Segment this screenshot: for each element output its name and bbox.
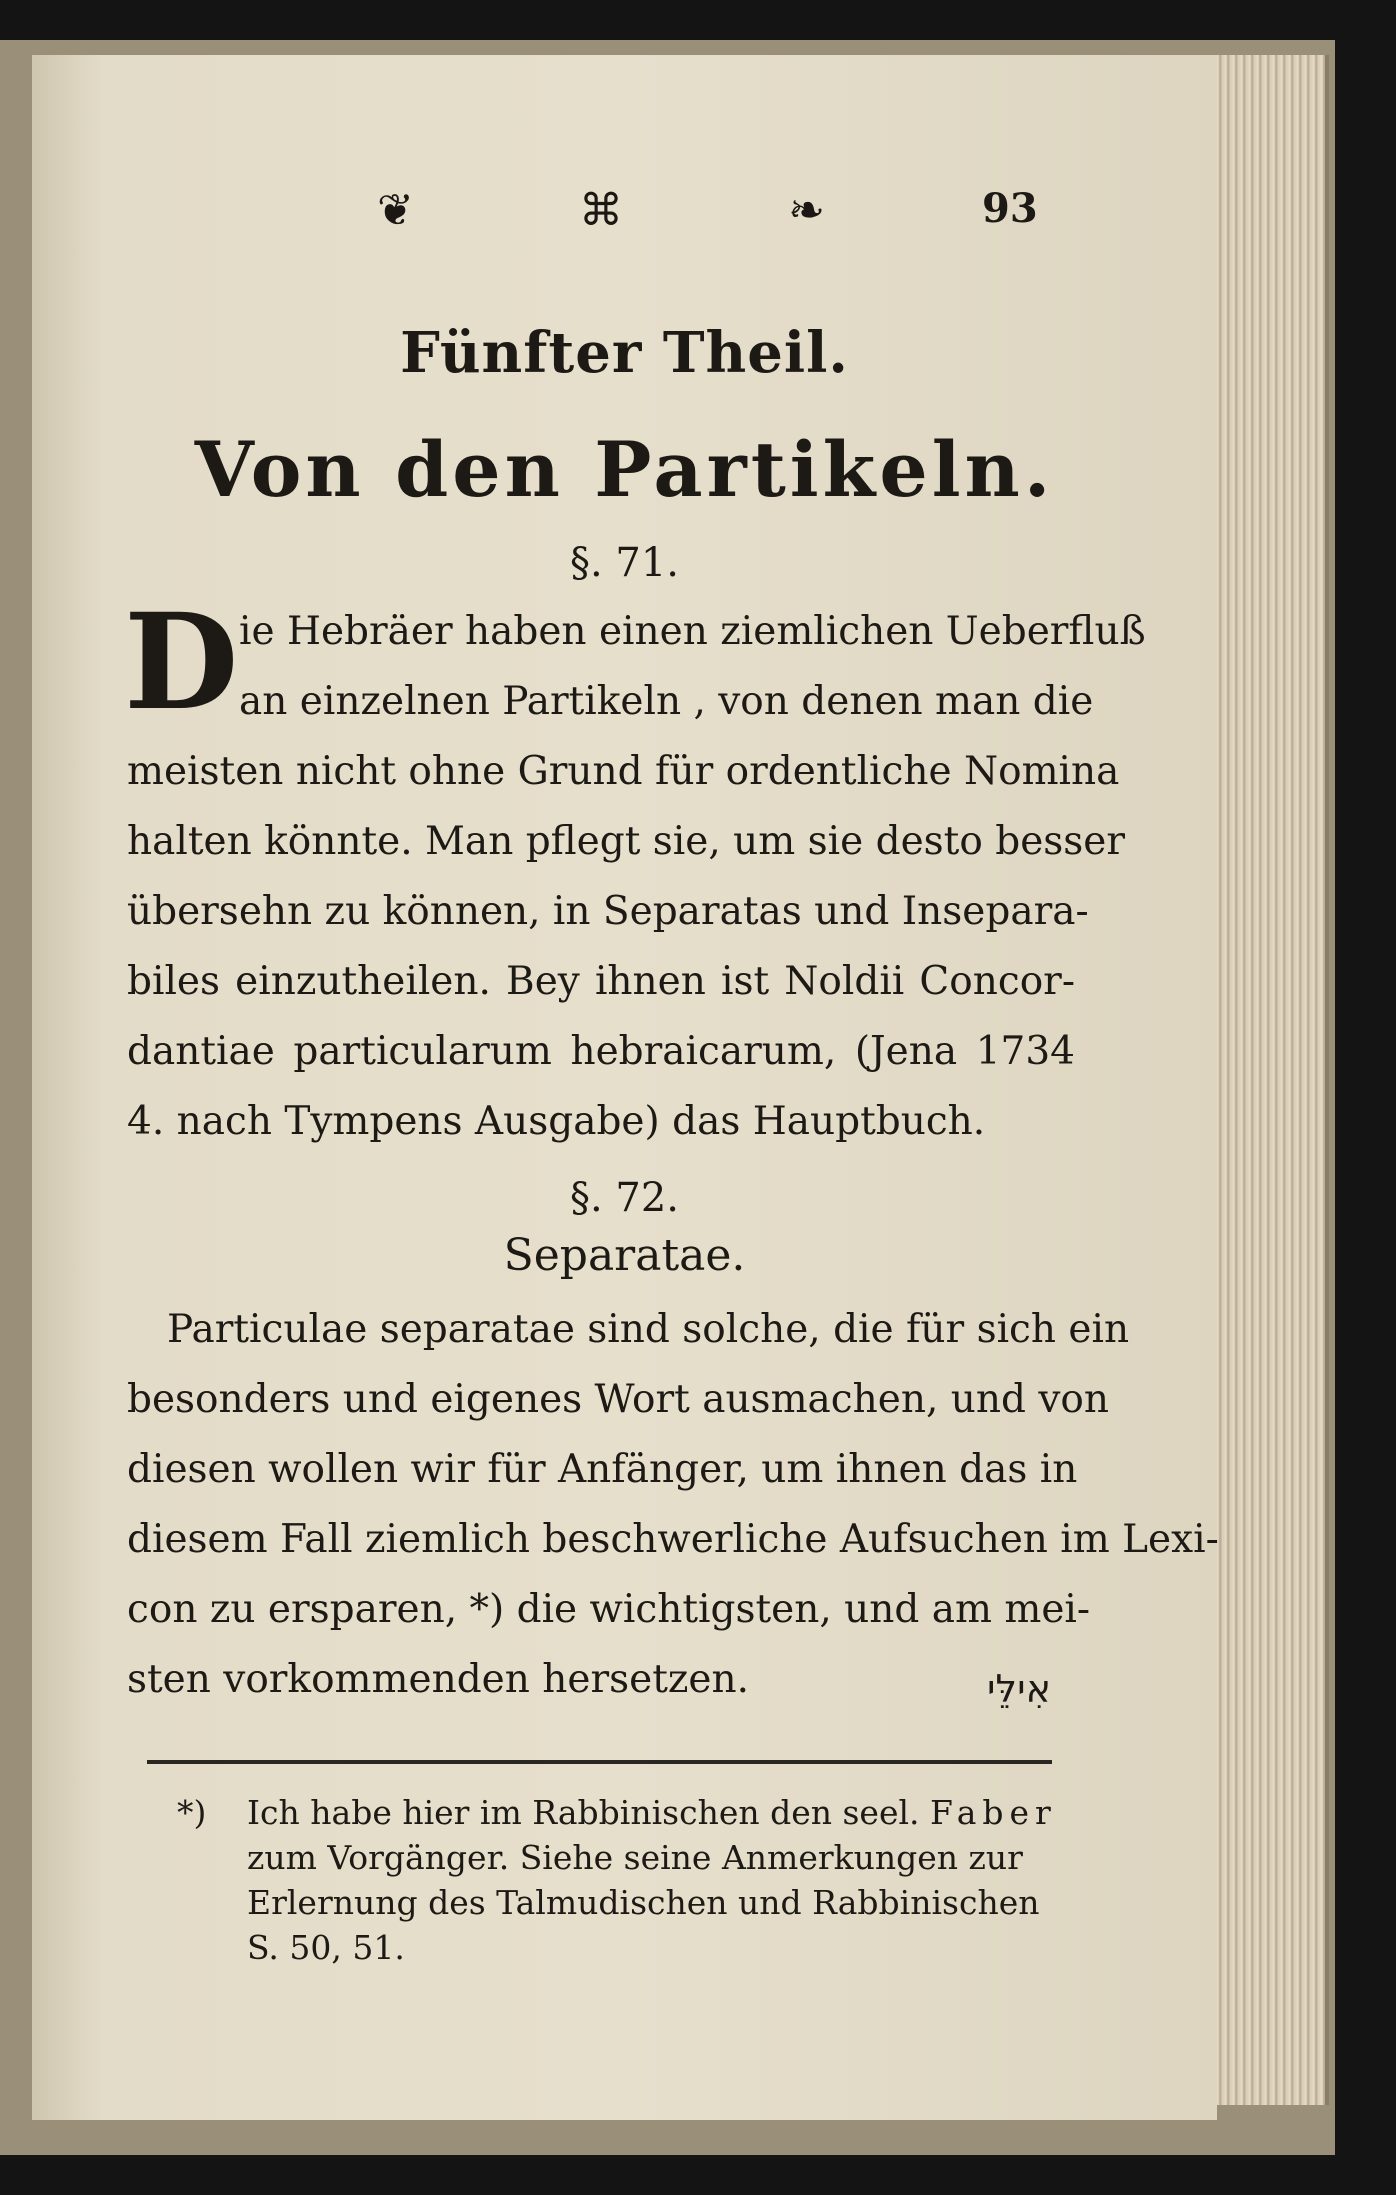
footnote-divider [147,1760,1052,1764]
page-header [32,185,1217,245]
footnote-line [177,1790,1087,1835]
section-72-paragraph [127,1295,1219,1715]
paragraph-line: ie Hebräer haben einen ziemlichen Ueberfluß [239,609,1146,654]
paragraph-line: 4. nach Tympens Ausgabe) das Hauptbuch. [127,1099,986,1144]
book-page [32,55,1217,2120]
paragraph-line: halten könnte. Man pflegt sie, um sie desto besser [127,819,1126,864]
paragraph-line: meisten nicht ohne Grund für ordentliche Nomina [127,749,1120,794]
paragraph-line: diesem Fall ziemlich beschwerliche Aufsuchen im Lexi- [127,1517,1219,1562]
section-72-subheading: Separatae. [503,1230,746,1281]
section-71-label: §. 71. [569,540,680,586]
footnote-line: Erlernung des Talmudischen und Rabbinischen [247,1883,1040,1922]
footnote-line: zum Vorgänger. Siehe seine Anmerkungen zur [247,1838,1023,1877]
page-edges [1215,55,1329,2105]
footnote-line: S. 50, 51. [247,1928,405,1967]
paragraph-line: dantiae particularum hebraicarum, (Jena 1734 [127,1029,1075,1074]
footnote-text: Ich habe hier im Rabbinischen den seel. [247,1793,920,1832]
paragraph-line: an einzelnen Partikeln , von denen man die [239,679,1094,724]
paragraph-line: con zu ersparen, *) die wichtigsten, und am mei- [127,1587,1091,1632]
paragraph-line: besonders und eigenes Wort ausmachen, und von [127,1377,1109,1422]
paragraph-line: diesen wollen wir für Anfänger, um ihnen das in [127,1447,1078,1492]
paragraph-line: übersehn zu können, in Separatas und Insepara- [127,889,1089,934]
header-ornaments [377,185,827,236]
fleuron-right-icon: ❧ [788,185,827,236]
fleuron-center-icon: ⌘ [579,185,625,236]
paragraph-line: sten vorkommenden hersetzen. [127,1657,750,1702]
hebrew-catchword: אִילֵּי [987,1667,1051,1711]
section-72-label: §. 72. [569,1175,680,1221]
paragraph-line: biles einzutheilen. Bey ihnen ist Noldii Concor- [127,959,1075,1004]
paragraph-line: Particulae separatae sind solche, die für sich ein [167,1307,1130,1352]
section-71-paragraph [127,597,1146,1157]
chapter-title: Von den Partikeln. [194,425,1055,514]
footnote-marker: *) [177,1793,207,1832]
drop-cap: D [124,585,239,740]
footnote-author: Faber [930,1793,1057,1832]
fleuron-left-icon: ❦ [377,185,416,236]
page-number: 93 [982,185,1038,232]
footnote [177,1790,1087,1970]
part-title: Fünfter Theil. [400,320,849,386]
